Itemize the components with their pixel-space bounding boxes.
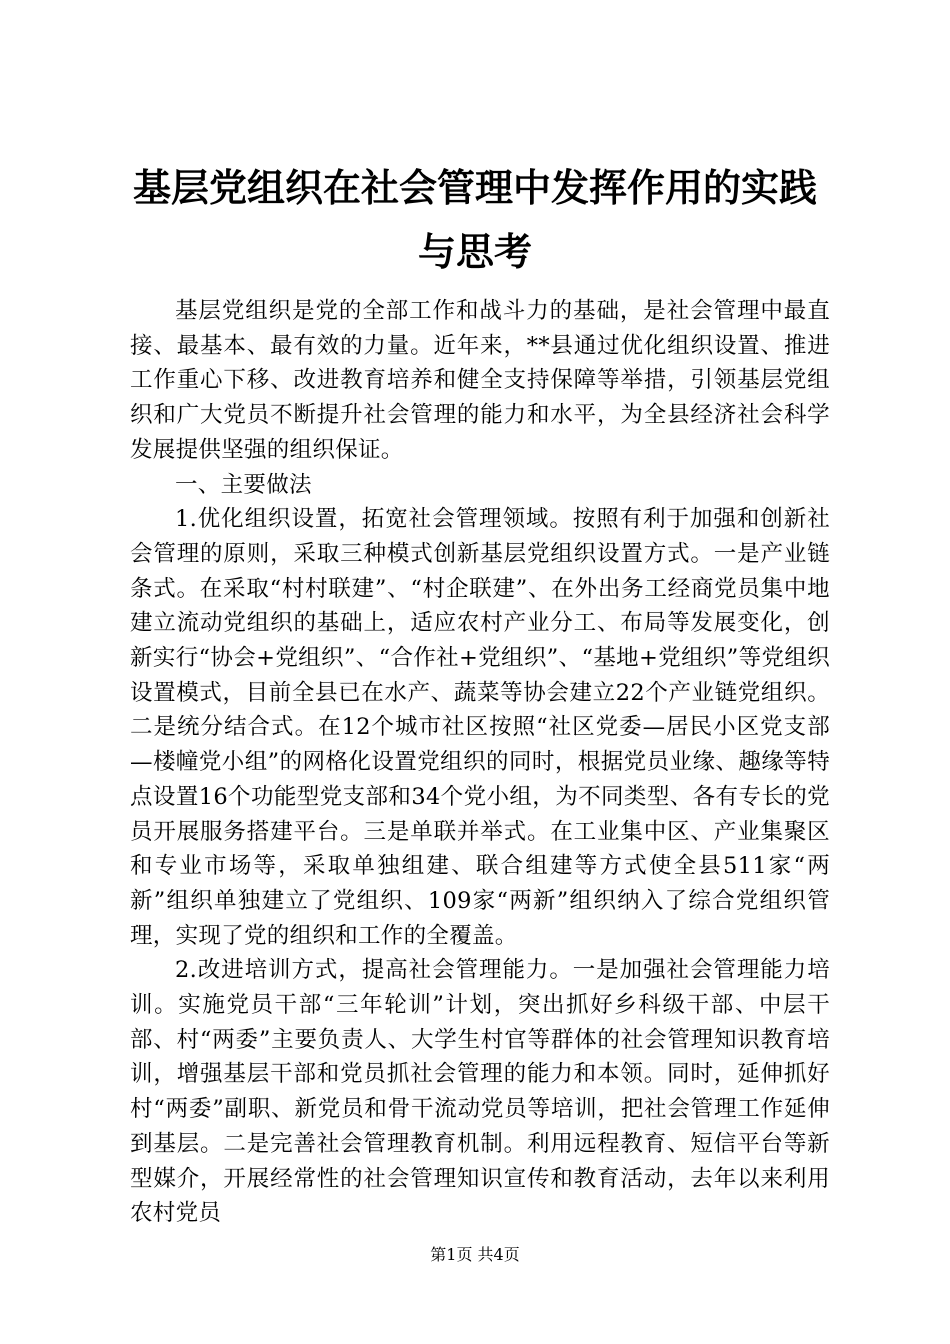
intro-paragraph: 基层党组织是党的全部工作和战斗力的基础，是社会管理中最直接、最基本、最有效的力量。近年来，**县通过优化组织设置、推进工作重心下移、改进教育培养和健全支持保障等举措，引领基层党组织和广大党员不断提升社会管理的能力和水平，为全县经济社会科学发展提供坚强的组织保证。	[130, 298, 830, 463]
section-heading: 一、主要做法	[175, 471, 312, 498]
document-title: 基层党组织在社会管理中发挥作用的实践与思考	[132, 166, 817, 274]
paragraph-1: 1.优化组织设置，拓宽社会管理领域。按照有利于加强和创新社会管理的原则，采取三种模式创新基层党组织设置方式。一是产业链条式。在采取“村村联建”、“村企联建”、在外出务工经商党员集中地建立流动党组织的基础上，适应农村产业分工、布局等发展变化，创新实行“协会+党组织”、“合作社+党组织”、“基地+党组织”等党组织设置模式，目前全县已在水产、蔬菜等协会建立22个产业链党组织。二是统分结合式。在12个城市社区按照“社区党委—居民小区党支部—楼幢党小组”的网格化设置党组织的同时，根据党员业缘、趣缘等特点设置16个功能型党支部和34个党小组，为不同类型、各有专长的党员开展服务搭建平台。三是单联并举式。在工业集中区、产业集聚区和专业市场等，采取单独组建、联合组建等方式使全县511家“两新”组织单独建立了党组织、109家“两新”组织纳入了综合党组织管理，实现了党的组织和工作的全覆盖。	[130, 506, 830, 949]
paragraph-2: 2.改进培训方式，提高社会管理能力。一是加强社会管理能力培训。实施党员干部“三年轮训”计划，突出抓好乡科级干部、中层干部、村“两委”主要负责人、大学生村官等群体的社会管理知识教育培训，增强基层干部和党员抓社会管理的能力和本领。同时，延伸抓好村“两委”副职、新党员和骨干流动党员等培训，把社会管理工作延伸到基层。二是完善社会管理教育机制。利用远程教育、短信平台等新型媒介，开展经常性的社会管理知识宣传和教育活动，去年以来利用农村党员	[130, 957, 830, 1227]
document-body	[130, 294, 830, 1231]
page-number: 第1页 共4页	[430, 1245, 520, 1264]
